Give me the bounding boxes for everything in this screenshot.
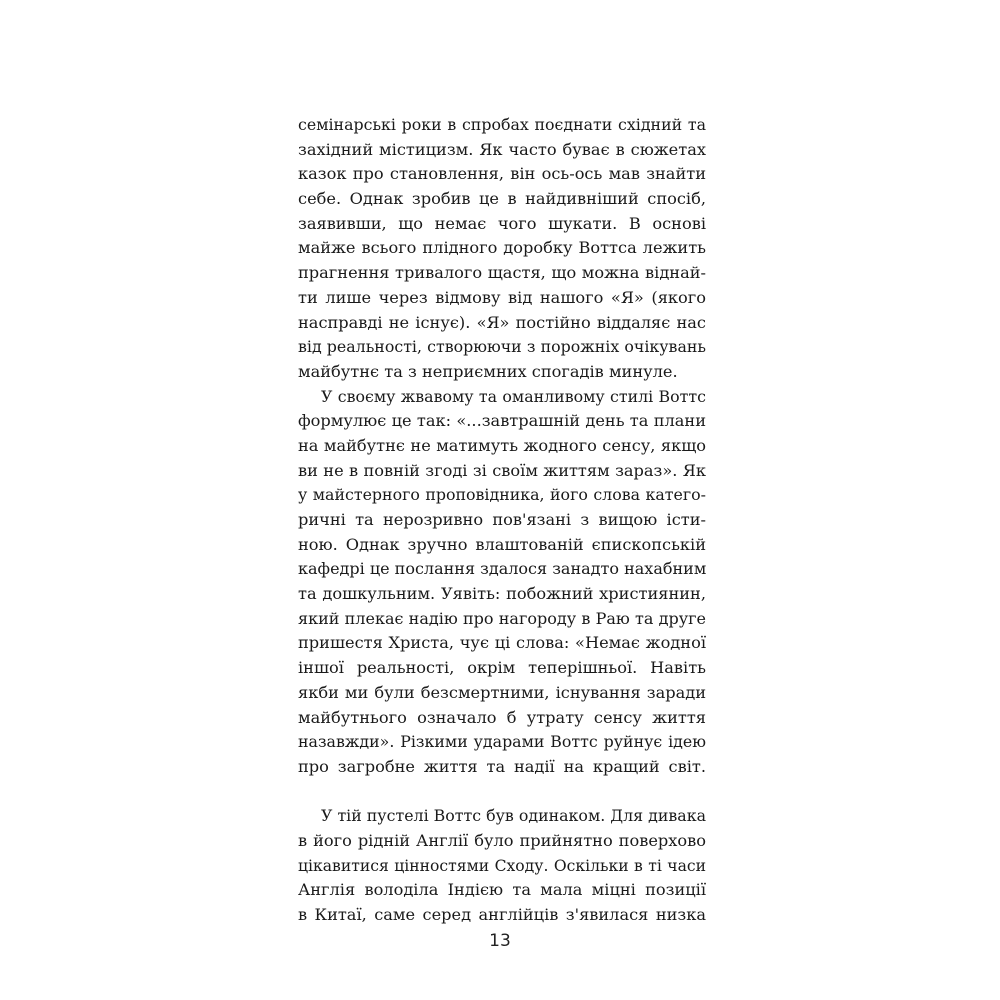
text-line: майбутнього означало б утрату сенсу життя <box>298 707 706 727</box>
text-line: семінарські роки в спробах поєднати східний та <box>298 115 706 134</box>
text-line: формулює це так: «...завтрашній день та плани <box>298 411 706 431</box>
text-line: ною. Однак зручно влаштованій єпископській <box>298 534 706 554</box>
text-line: назавжди». Різкими ударами Воттс руйнує ідею <box>298 732 706 752</box>
text-line: казок про становлення, він ось-ось мав знайти <box>298 164 706 184</box>
text-line: в його рідній Англії було прийнятно поверхово <box>298 830 706 850</box>
text-line: від реальності, створюючи з порожніх очікувань <box>298 337 706 357</box>
text-line: ти лише через відмову від нашого «Я» (якого <box>298 287 706 307</box>
text-line: заявивши, що немає чого шукати. В основі <box>298 213 706 233</box>
text-line: про загробне життя та надії на кращий світ. <box>298 756 706 776</box>
text-line: який плекає надію про нагороду в Раю та друге <box>298 608 706 628</box>
text-line: У тій пустелі Воттс був одинаком. Для дивака <box>321 806 706 826</box>
paragraph-3 <box>298 804 706 927</box>
text-line: У своєму жвавому та оманливому стилі Воттс <box>321 386 706 406</box>
paragraph-2 <box>298 385 706 805</box>
text-line: прагнення тривалого щастя, що можна віднай- <box>298 263 706 283</box>
text-line: себе. Однак зробив це в найдивніший спосіб, <box>298 189 706 209</box>
text-line: ви не в повній згоді зі своїм життям зараз». Як <box>298 460 706 480</box>
text-line: майбутнє та з неприємних спогадів минуле. <box>298 361 678 381</box>
body-text <box>298 113 706 928</box>
text-line: західний містицизм. Як часто буває в сюжетах <box>298 139 706 159</box>
text-line: майже всього плідного доробку Воттса лежить <box>298 238 706 258</box>
text-line: ричні та нерозривно пов'язані з вищою істи- <box>298 510 706 529</box>
text-line <box>298 780 706 805</box>
text-line: Англія володіла Індією та мала міцні позиції <box>298 880 706 900</box>
text-line: пришестя Христа, чує ці слова: «Немає жодної <box>298 633 706 653</box>
text-line: якби ми були безсмертними, існування заради <box>298 682 706 702</box>
text-line: в Китаї, саме серед англійців з'явилася низка <box>298 905 706 924</box>
text-line: та дошкульним. Уявіть: побожний християнин, <box>298 584 706 604</box>
text-line: цікавитися цінностями Сходу. Оскільки в ті часи <box>298 856 706 875</box>
text-line: у майстерного проповідника, його слова катего- <box>298 485 706 505</box>
text-line: насправді не існує). «Я» постійно віддаляє нас <box>298 312 706 332</box>
page-number: 13 <box>489 931 511 951</box>
text-line: кафедрі це послання здалося занадто нахабним <box>298 559 707 579</box>
paragraph-1 <box>298 113 706 385</box>
text-line: на майбутнє не матимуть жодного сенсу, якщо <box>298 435 706 455</box>
text-line: іншої реальності, окрім теперішньої. Навіть <box>298 658 706 678</box>
